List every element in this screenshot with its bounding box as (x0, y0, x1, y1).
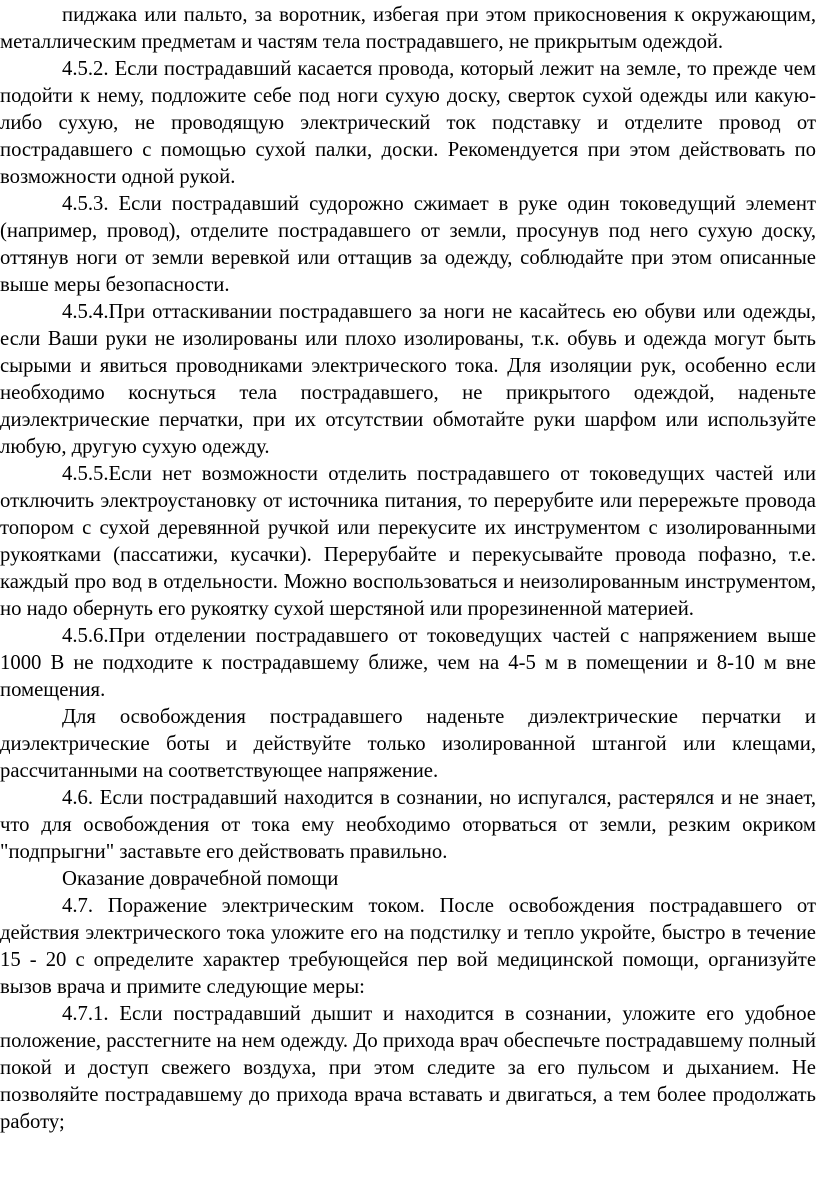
paragraph-4-5-2: 4.5.2. Если пострадавший касается провода, который лежит на земле, то прежде чем подойти к нему, подложите себе под ноги сухую доску, сверток сухой одежды или какую-либо сухую, не проводящую электрический ток подставку и отделите провод от пострадавшего с помощью сухой палки, доски. Рекомендуется при этом действовать по возможности одной рукой. (0, 58, 816, 188)
paragraph-4-6: 4.6. Если пострадавший находится в сознании, но испугался, растерялся и не знает, что для освобождения от тока ему необходимо оторваться от земли, резким окриком "подпрыгни" заставьте его действовать правильно. (0, 787, 816, 863)
paragraph-dielectric-gear: Для освобождения пострадавшего наденьте диэлектрические перчатки и диэлектрические боты и действуйте только изолированной штангой или клещами, рассчитанными на соответствующее напряжение. (0, 706, 816, 782)
section-heading-first-aid: Оказание доврачебной помощи (62, 868, 339, 890)
paragraph-continuation: пиджака или пальто, за воротник, избегая при этом прикосновения к окружающим, металлическим предметам и частям тела пострадавшего, не прикрытым одеждой. (0, 4, 816, 53)
paragraph-4-5-5: 4.5.5.Если нет возможности отделить пострадавшего от токоведущих частей или отключить электроустановку от источника питания, то перерубите или перережьте провода топором с сухой деревянной ручкой или перекусите их инструментом с изолированными рукоятками (пассатижи, кусачки). Перерубайте и перекусывайте провода пофазно, т.е. каждый про вод в отдельности. Можно воспользоваться и неизолированным инструментом, но надо обернуть его рукоятку сухой шерстяной или прорезиненной материей. (0, 463, 816, 620)
paragraph-4-7-1: 4.7.1. Если пострадавший дышит и находится в сознании, уложите его удобное положение, расстегните на нем одежду. До прихода врач обеспечьте пострадавшему полный покой и доступ свежего воздуха, при этом следите за его пульсом и дыханием. Не позволяйте пострадавшему до прихода врача вставать и двигаться, а тем более продолжать работу; (0, 1003, 816, 1133)
paragraph-4-5-6: 4.5.6.При отделении пострадавшего от токоведущих частей с напряжением выше 1000 В не подходите к пострадавшему ближе, чем на 4-5 м в помещении и 8-10 м вне помещения. (0, 625, 816, 701)
paragraph-4-5-3: 4.5.3. Если пострадавший судорожно сжимает в руке один токоведущий элемент (например, провод), отделите пострадавшего от земли, просунув под него сухую доску, оттянув ноги от земли веревкой или оттащив за одежду, соблюдайте при этом описанные выше меры безопасности. (0, 193, 816, 296)
paragraph-4-5-4: 4.5.4.При оттаскивании пострадавшего за ноги не касайтесь ею обуви или одежды, если Ваши руки не изолированы или плохо изолированы, т.к. обувь и одежда могут быть сырыми и явиться проводниками электрического тока. Для изоляции рук, особенно если необходимо коснуться тела пострадавшего, не прикрытого одеждой, наденьте диэлектрические перчатки, при их отсутствии обмотайте руки шарфом или используйте любую, другую сухую одежду. (0, 301, 816, 458)
paragraph-4-7: 4.7. Поражение электрическим током. После освобождения пострадавшего от действия электрического тока уложите его на подстилку и тепло укройте, быстро в течение 15 - 20 с определите характер требующейся пер вой медицинской помощи, организуйте вызов врача и примите следующие меры: (0, 895, 816, 998)
